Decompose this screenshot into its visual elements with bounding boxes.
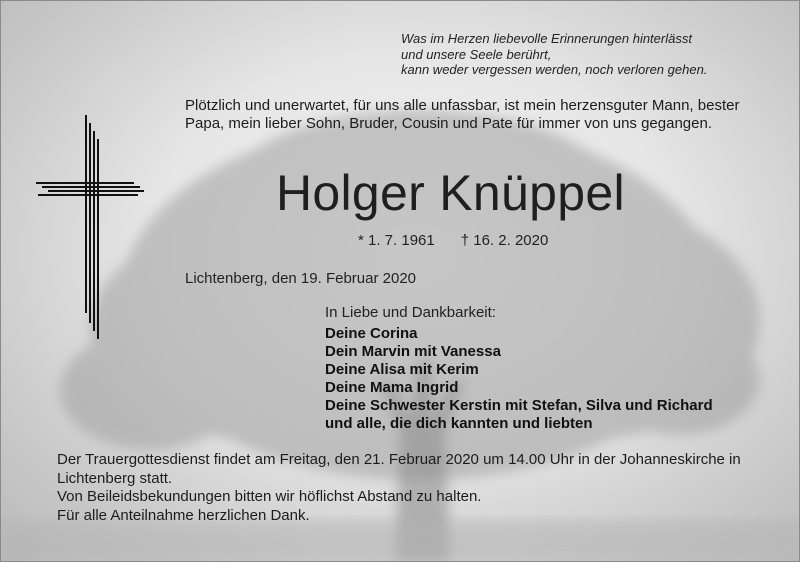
- quote-line: kann weder vergessen werden, noch verloren gehen.: [401, 62, 708, 77]
- cross-icon: [34, 113, 146, 341]
- mourners-list: [325, 325, 785, 433]
- mourner-name: Deine Mama Ingrid: [325, 379, 459, 396]
- intro-text: Plötzlich und unerwartet, für uns alle unfassbar, ist mein herzensguter Mann, bester Papa, mein lieber Sohn, Bruder, Cousin und Pate für immer von uns gegangen.: [185, 97, 740, 132]
- mourner-name: und alle, die dich kannten und liebten: [325, 415, 593, 432]
- life-dates: [358, 232, 548, 250]
- thanks-heading: In Liebe und Dankbarkeit:: [325, 304, 496, 321]
- quote-line: und unsere Seele berührt,: [401, 46, 552, 62]
- birth-date: * 1. 7. 1961: [358, 232, 435, 249]
- service-info: Der Trauergottesdienst findet am Freitag, den 21. Februar 2020 um 14.00 Uhr in der Johanneskirche in Lichtenberg statt.: [57, 451, 741, 487]
- quote-line: Was im Herzen liebevolle Erinnerungen hinterlässt: [401, 31, 692, 46]
- mourner-name: Deine Corina: [325, 325, 418, 342]
- mourner-name: Deine Alisa mit Kerim: [325, 361, 479, 378]
- mourners-block: [325, 304, 785, 433]
- mourner-name: Dein Marvin mit Vanessa: [325, 343, 501, 360]
- deceased-name: Holger Knüppel: [276, 165, 625, 221]
- gratitude-note: Für alle Anteilnahme herzlichen Dank.: [57, 506, 310, 524]
- death-date: † 16. 2. 2020: [460, 232, 549, 249]
- memorial-quote: [401, 31, 781, 78]
- condolence-note: Von Beileidsbekundungen bitten wir höflichst Abstand zu halten.: [57, 488, 482, 505]
- mourner-name: Deine Schwester Kerstin mit Stefan, Silva und Richard: [325, 397, 713, 414]
- footer-notes: [57, 451, 757, 525]
- place-date: Lichtenberg, den 19. Februar 2020: [185, 270, 416, 287]
